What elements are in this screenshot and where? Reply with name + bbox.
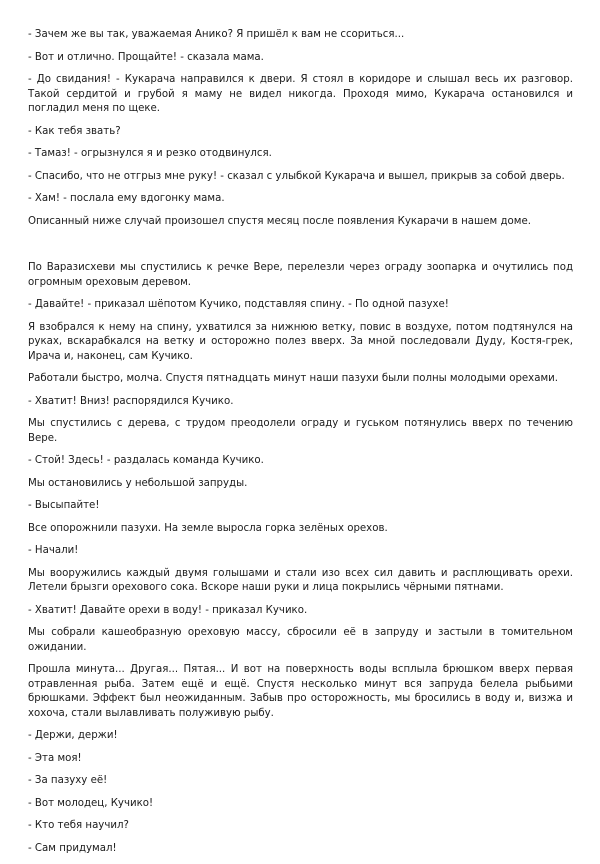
paragraph: - Сам придумал! <box>28 842 117 854</box>
paragraph: Мы спустились с дерева, с трудом преодолели ограду и гуськом потянулись вверх по течению Вере. <box>28 418 573 444</box>
paragraph: - Зачем же вы так, уважаемая Анико? Я пришёл к вам не ссориться... <box>28 29 405 40</box>
paragraph: Мы остановились у небольшой запруды. <box>28 477 248 489</box>
section-gap <box>28 237 573 261</box>
paragraph: Я взобрался к нему на спину, ухватился за нижнюю ветку, повис в воздухе, потом подтянулся на руках, вскарабкался на ветку и осторожно полез вверх. За мной последовали Дуду, Костя-грек, Ирача и, наконец, сам Кучико. <box>28 321 573 362</box>
paragraph: Все опорожнили пазухи. На земле выросла горка зелёных орехов. <box>28 522 388 534</box>
paragraph: - Спасибо, что не отгрыз мне руку! - сказал с улыбкой Кукарача и вышел, прикрыв за собой дверь. <box>28 170 565 182</box>
paragraph: - Вот молодец, Кучико! <box>28 797 154 809</box>
paragraph: - Тамаз! - огрызнулся я и резко отодвинулся. <box>28 148 272 159</box>
paragraph: Мы вооружились каждый двумя голышами и стали изо всех сил давить и расплющивать орехи. Летели брызги орехового сока. Вскоре наши руки и лица покрылись чёрными пятнами. <box>28 567 573 593</box>
paragraph: - Как тебя звать? <box>28 125 121 137</box>
paragraph: Прошла минута... Другая... Пятая... И вот на поверхность воды всплыла брюшком вверх первая отравленная рыба. Затем ещё и ещё. Спустя несколько минут вся запруда белела рыбьими брюшками. Эффект был неожиданным. Забыв про осторожность, мы бросились в воду и, визжа и хохоча, стали вылавливать полуживую рыбу. <box>28 664 573 719</box>
paragraph: - Давайте! - приказал шёпотом Кучико, подставляя спину. - По одной пазухе! <box>28 299 449 310</box>
paragraph: Описанный ниже случай произошел спустя месяц после появления Кукарачи в нашем доме. <box>28 215 531 227</box>
paragraph: - Эта моя! <box>28 752 82 764</box>
paragraph: - Держи, держи! <box>28 730 118 741</box>
document-page <box>28 28 573 864</box>
paragraph: По Варазисхеви мы спустились к речке Вере, перелезли через ограду зоопарка и очутились под огромным ореховым деревом. <box>28 262 573 288</box>
paragraph: - Вот и отлично. Прощайте! - сказала мама. <box>28 51 264 63</box>
paragraph: - Хам! - послала ему вдогонку мама. <box>28 193 225 204</box>
paragraph: - До свидания! - Кукарача направился к двери. Я стоял в коридоре и слышал весь их разговор. Такой сердитой и грубой я маму не видел никогда. Проходя мимо, Кукарача остановился и погладил меня по щеке. <box>28 74 573 114</box>
paragraph: - Хватит! Давайте орехи в воду! - приказал Кучико. <box>28 604 308 616</box>
paragraph: - За пазуху её! <box>28 775 108 786</box>
paragraph: - Высыпайте! <box>28 500 100 511</box>
paragraph: - Хватит! Вниз! распорядился Кучико. <box>28 395 234 407</box>
paragraph: - Кто тебя научил? <box>28 820 129 831</box>
paragraph: Мы собрали кашеобразную ореховую массу, сбросили её в запруду и застыли в томительном ожидании. <box>28 627 573 653</box>
paragraph: - Стой! Здесь! - раздалась команда Кучико. <box>28 455 264 466</box>
paragraph: Работали быстро, молча. Спустя пятнадцать минут наши пазухи были полны молодыми орехами. <box>28 373 558 384</box>
paragraph: - Начали! <box>28 545 79 556</box>
